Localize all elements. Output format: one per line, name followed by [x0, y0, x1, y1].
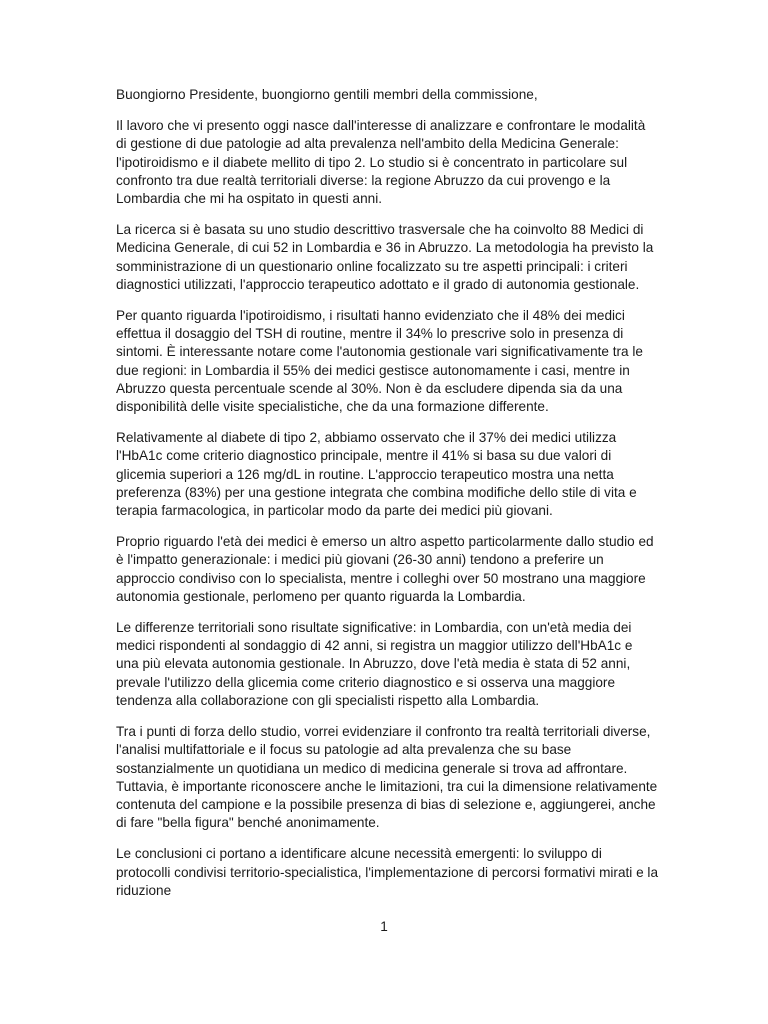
paragraph-territorial-differences: Le differenze territoriali sono risultate significative: in Lombardia, con un'età media dei medici rispondenti al sondaggio di 42 anni, si registra un maggior utilizzo dell'HbA1c e una più elevata autonomia gestionale. In Abruzzo, dove l'età media è stata di 52 anni, prevale l'utilizzo della glicemia come criterio diagnostico e si osserva una maggiore tendenza alla collaborazione con gli specialisti rispetto alla Lombardia. [116, 620, 633, 708]
paragraph-diabetes-results: Relativamente al diabete di tipo 2, abbiamo osservato che il 37% dei medici utilizza l'HbA1c come criterio diagnostico principale, mentre il 41% si basa su due valori di glicemia superiori a 126 mg/dL in routine. L'approccio terapeutico mostra una netta preferenza (83%) per una gestione integrata che combina modifiche dello stile di vita e terapia farmacologica, in particolar modo da parte dei medici più giovani. [116, 430, 637, 519]
paragraph-generational-impact: Proprio riguardo l'età dei medici è emerso un altro aspetto particolarmente dallo studio ed è l'impatto generazionale: i medici più giovani (26-30 anni) tendono a preferire un approccio condiviso con lo specialista, mentre i colleghi over 50 mostrano una maggiore autonomia gestionale, perlomeno per quanto riguarda la Lombardia. [116, 534, 654, 604]
page-number: 1 [380, 919, 388, 934]
paragraph-introduction: Il lavoro che vi presento oggi nasce dall'interesse di analizzare e confrontare le modalità di gestione di due patologie ad alta prevalenza nell'ambito della Medicina Generale: l'ipotiroidismo e il diabete mellito di tipo 2. Lo studio si è concentrato in particolare sul confronto tra due realtà territoriali diverse: la regione Abruzzo da cui provengo e la Lombardia che mi ha ospitato in questi anni. [116, 118, 646, 207]
document-body [116, 86, 658, 900]
paragraph-strengths-limitations: Tra i punti di forza dello studio, vorrei evidenziare il confronto tra realtà territoriali diverse, l'analisi multifattoriale e il focus su patologie ad alta prevalenza che su base sostanzialmente un quotidiana un medico di medicina generale si trova ad affrontare. Tuttavia, è importante riconoscere anche le limitazioni, tra cui la dimensione relativamente contenuta del campione e la possibile presenza di bias di selezione e, aggiungerei, anche di fare "bella figura" benché anonimamente. [116, 724, 658, 831]
paragraph-hypothyroidism-results: Per quanto riguarda l'ipotiroidismo, i risultati hanno evidenziato che il 48% dei medici effettua il dosaggio del TSH di routine, mentre il 34% lo prescrive solo in presenza di sintomi. È interessante notare come l'autonomia gestionale vari significativamente tra le due regioni: in Lombardia il 55% dei medici gestisce autonomamente i casi, mentre in Abruzzo questa percentuale scende al 30%. Non è da escludere dipenda sia da una disponibilità delle visite specialistiche, che da una formazione differente. [116, 308, 643, 415]
paragraph-greeting: Buongiorno Presidente, buongiorno gentili membri della commissione, [116, 87, 538, 102]
paragraph-methodology: La ricerca si è basata su uno studio descrittivo trasversale che ha coinvolto 88 Medici di Medicina Generale, di cui 52 in Lombardia e 36 in Abruzzo. La metodologia ha previsto la somministrazione di un questionario online focalizzato su tre aspetti principali: i criteri diagnostici utilizzati, l'approccio terapeutico adottato e il grado di autonomia gestionale. [116, 222, 654, 292]
paragraph-conclusions: Le conclusioni ci portano a identificare alcune necessità emergenti: lo sviluppo di protocolli condivisi territorio-specialistica, l'implementazione di percorsi formativi mirati e la riduzione [116, 846, 659, 898]
